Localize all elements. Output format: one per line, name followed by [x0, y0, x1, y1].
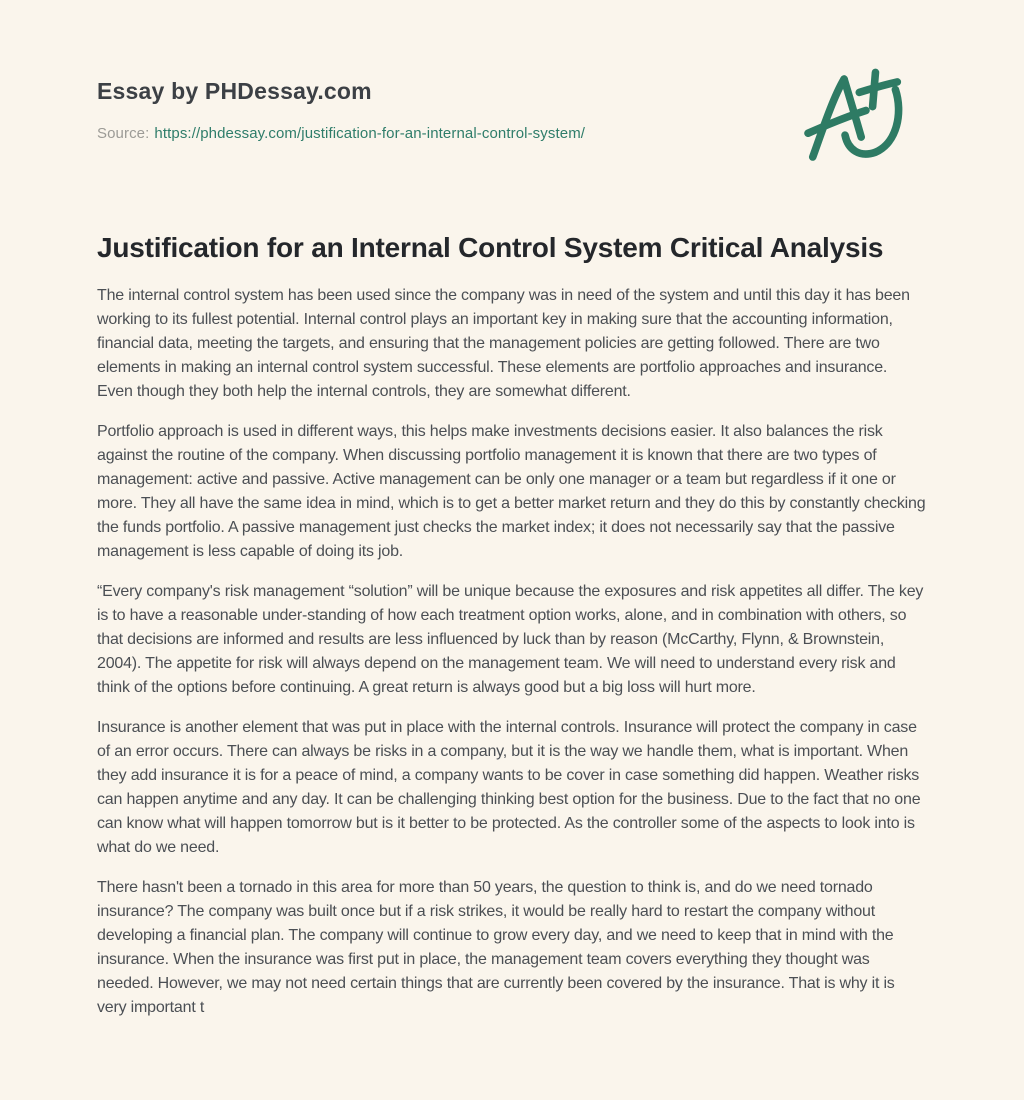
page-header	[97, 78, 927, 176]
source-link[interactable]: https://phdessay.com/justification-for-an-internal-control-system/	[154, 125, 586, 143]
source-label: Source:	[97, 125, 150, 143]
essay-paragraph-3: “Every company's risk management “solution” will be unique because the exposures and risk appetites all differ. The key is to have a reasonable under-standing of how each treatment option works, alone, and in combination with others, so that decisions are informed and results are less influenced by luck than by reason (McCarthy, Flynn, & Brownstein, 2004). The appetite for risk will always depend on the management team. We will need to understand every risk and think of the options before continuing. A great return is always good but a big loss will hurt more.	[97, 583, 924, 696]
header-text-block	[97, 78, 585, 143]
essay-paragraph-1: The internal control system has been used since the company was in need of the system and until this day it has been working to its fullest potential. Internal control plays an important key in making sure that the accounting information, financial data, meeting the targets, and ensuring that the management policies are getting followed. There are two elements in making an internal control system successful. These elements are portfolio approaches and insurance. Even though they both help the internal controls, they are somewhat different.	[97, 287, 910, 400]
essay-body	[97, 284, 927, 1020]
essay-paragraph-4: Insurance is another element that was put in place with the internal controls. Insurance will protect the company in case of an error occurs. There can always be risks in a company, but it is the way we handle them, what is important. When they add insurance it is for a peace of mind, a company wants to be cover in case something did happen. Weather risks can happen anytime and any day. It can be challenging thinking best option for the business. Due to the fact that no one can know what will happen tomorrow but is it better to be protected. As the controller some of the aspects to look into is what do we need.	[97, 719, 921, 856]
essay-paragraph-5: There hasn't been a tornado in this area for more than 50 years, the question to think is, and do we need tornado insurance? The company was built once but if a risk strikes, it would be really hard to restart the company without developing a financial plan. The company will continue to grow every day, and we need to keep that in mind with the insurance. When the insurance was first put in place, the management team covers everything they thought was needed. However, we may not need certain things that are currently been covered by the insurance. That is why it is very important t	[97, 879, 895, 1016]
source-line	[97, 125, 585, 143]
byline: Essay by PHDessay.com	[97, 78, 372, 104]
essay-paragraph-2: Portfolio approach is used in different ways, this helps make investments decisions easier. It also balances the risk against the routine of the company. When discussing portfolio management it is known that there are two types of management: active and passive. Active management can be only one manager or a team but regardless if it one or more. They all have the same idea in mind, which is to get a better market return and they do this by constantly checking the funds portfolio. A passive management just checks the market index; it does not necessarily say that the passive management is less capable of doing its job.	[97, 423, 926, 560]
essay-title: Justification for an Internal Control System Critical Analysis	[97, 232, 884, 263]
aplus-logo-icon	[789, 62, 941, 176]
